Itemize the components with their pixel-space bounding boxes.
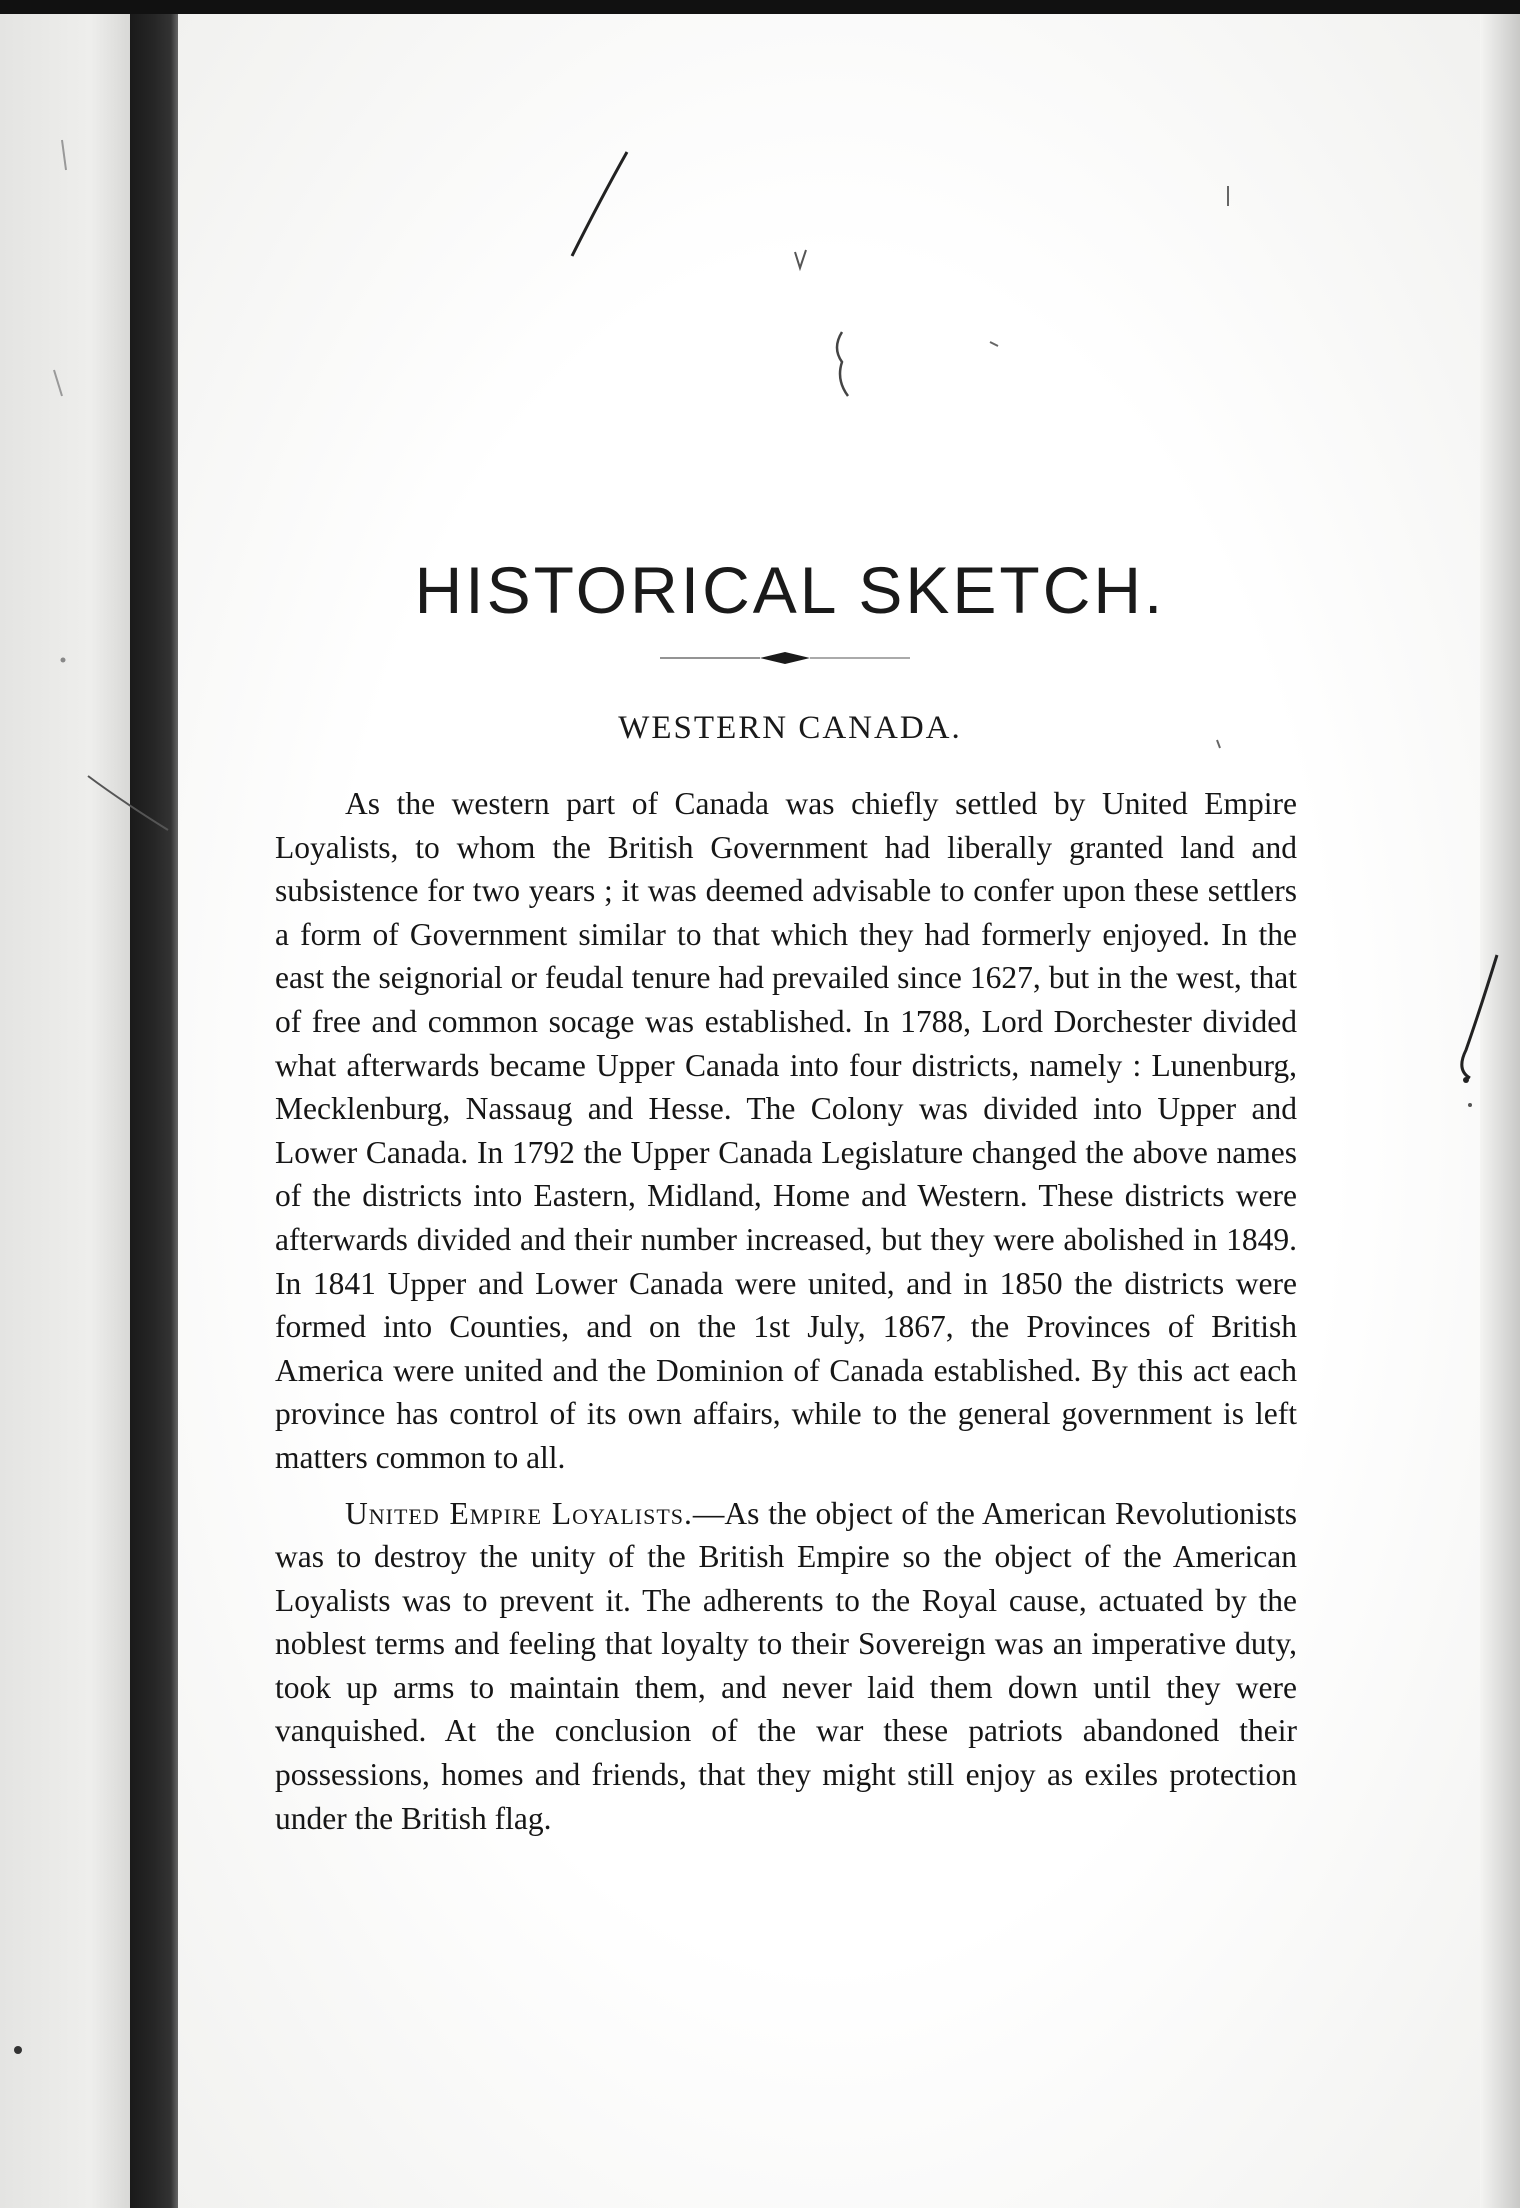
paragraph-western-canada	[275, 782, 1297, 1480]
title-rule-ornament	[660, 650, 910, 666]
left-margin-stroke	[88, 776, 168, 830]
pen-stroke-mark	[572, 152, 627, 256]
paragraph-text: —As the object of the American Revolutionists was to destroy the unity of the British Empire so the object of the American Loyalists was to prevent it. The adherents to the Royal cause, actuated by the noblest terms and feeling that loyalty to their Sovereign was an imperative duty, took up arms to maintain them, and never laid them down until they were vanquished. At the conclusion of the war these patriots abandoned their possessions, homes and friends, that they might still enjoy as exiles protection under the British flag.	[275, 1495, 1297, 1836]
squiggle-mark	[837, 332, 848, 396]
small-v-mark	[795, 250, 806, 268]
body-text	[275, 782, 1297, 1840]
right-margin-pen-mark	[1462, 955, 1497, 1078]
paragraph-lead-heading: United Empire Loyalists.	[345, 1495, 693, 1531]
paragraph-text: As the western part of Canada was chiefly settled by United Empire Loyalists, to whom the British Government had liberally granted land and subsistence for two years ; it was deemed advisable to confer upon these settlers a form of Government similar to that which they had formerly enjoyed. In the east the seignorial or feudal tenure had prevailed since 1627, but in the west, that of free and common socage was established. In 1788, Lord Dorchester divided what afterwards became Upper Canada into four districts, namely : Lunenburg, Mecklenburg, Nassaug and Hesse. The Colony was divided into Upper and Lower Canada. In 1792 the Upper Canada Legislature changed the above names of the districts into Eastern, Midland, Home and Western. These districts were afterwards divided and their number increased, but they were abolished in 1849. In 1841 Upper and Lower Canada were united, and in 1850 the districts were formed into Counties, and on the 1st July, 1867, the Provinces of British America were united and the Dominion of Canada established. By this act each province has control of its own affairs, while to the general government is left matters common to all.	[275, 786, 1297, 1475]
paragraph-loyalists	[275, 1492, 1297, 1841]
section-heading: WESTERN CANADA.	[618, 710, 962, 746]
page-title: HISTORICAL SKETCH.	[414, 553, 1166, 627]
